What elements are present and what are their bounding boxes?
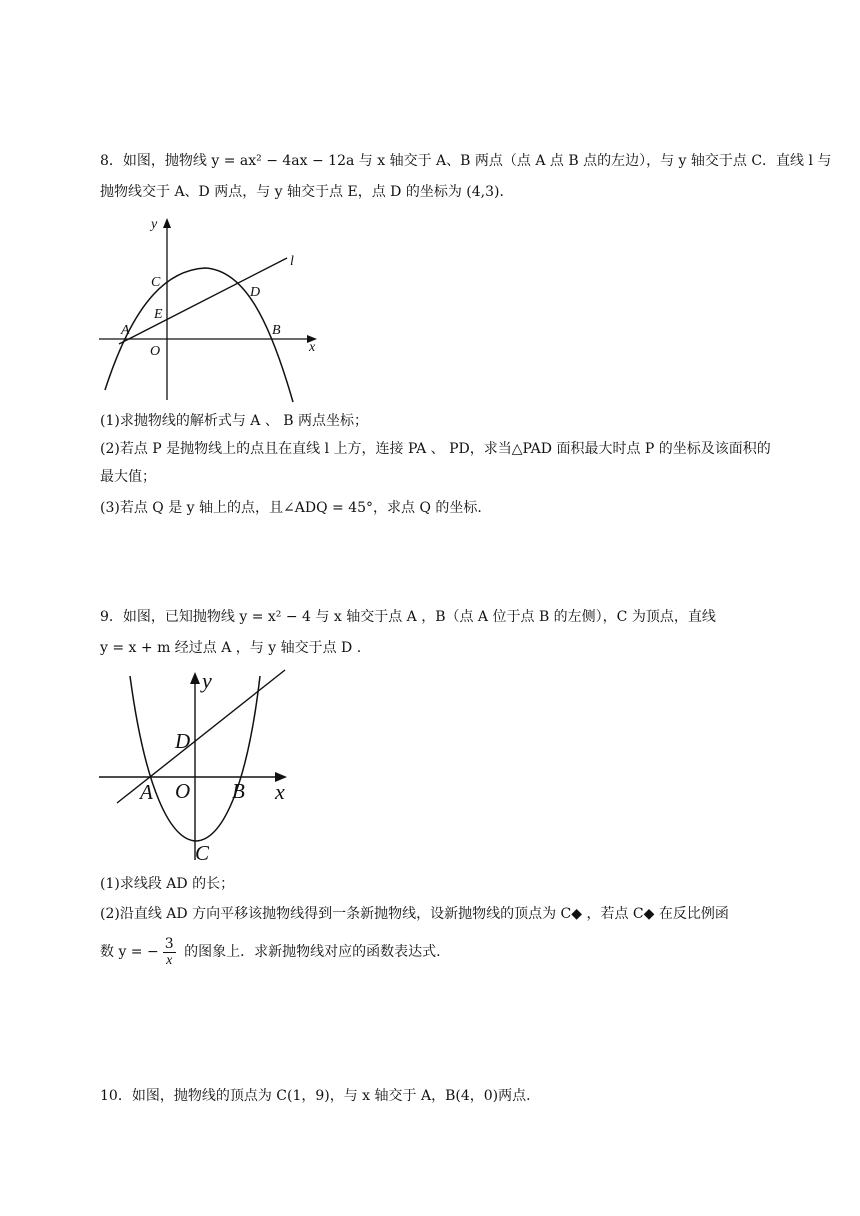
q9-fraction: [163, 936, 176, 969]
q9-part2-suffix: 的图象上．求新抛物线对应的函数表达式.: [179, 944, 441, 960]
q9-label-B: B: [232, 779, 245, 803]
q8-label-x: x: [309, 340, 316, 355]
q9-text-line1: 9．如图，已知抛物线 y = x² − 4 与 x 轴交于点 A ，B（点 A 位于点 B 的左侧），C 为顶点，直线: [100, 609, 716, 625]
q9-part2-line2: [100, 933, 441, 971]
q9-fraction-den: x: [166, 952, 173, 968]
q8-part2-line2: 最大值；: [100, 469, 156, 485]
q9-fraction-num: 3: [164, 935, 174, 952]
q8-line-l: [119, 258, 287, 344]
q8-text-line1: 8．如图，抛物线 y = ax² − 4ax − 12a 与 x 轴交于 A、B 两点（点 A 点 B 点的左边），与 y 轴交于点 C．直线 l 与: [100, 153, 832, 169]
q8-part3: (3)若点 Q 是 y 轴上的点，且∠ADQ = 45°，求点 Q 的坐标.: [100, 500, 482, 516]
q9-label-O: O: [175, 779, 191, 803]
q8-parabola: [105, 268, 293, 402]
q9-y-arrow: [190, 672, 200, 684]
q8-figure: [95, 212, 335, 407]
q8-part2-line1: (2)若点 P 是抛物线上的点且在直线 l 上方，连接 PA 、 PD，求当△PAD 面积最大时点 P 的坐标及该面积的: [100, 441, 771, 457]
q8-label-C: C: [151, 275, 161, 290]
q10-text-line1: 10．如图，抛物线的顶点为 C(1，9)，与 x 轴交于 A，B(4，0)两点．: [100, 1088, 541, 1104]
q9-text-line2: y = x + m 经过点 A ，与 y 轴交于点 D .: [100, 640, 362, 656]
q8-part1: (1)求抛物线的解析式与 A 、 B 两点坐标；: [100, 413, 369, 429]
q8-label-y: y: [151, 217, 158, 232]
q9-label-C: C: [195, 841, 210, 865]
q8-text-line2: 抛物线交于 A、D 两点，与 y 轴交于点 E，点 D 的坐标为 (4,3)．: [100, 184, 514, 200]
q8-label-l: l: [290, 254, 294, 269]
q9-label-D: D: [175, 729, 191, 753]
q8-y-arrow: [163, 218, 171, 228]
q9-label-x: x: [275, 779, 285, 804]
q8-label-A: A: [121, 323, 130, 338]
q9-part2-prefix: 数 y = −: [100, 944, 159, 960]
q9-part1: (1)求线段 AD 的长；: [100, 876, 235, 892]
q8-label-E: E: [154, 307, 163, 322]
q8-label-B: B: [272, 323, 281, 338]
q9-part2-line1: (2)沿直线 AD 方向平移该抛物线得到一条新抛物线，设新抛物线的顶点为 C◆ ，若点 C◆ 在反比例函: [100, 906, 729, 922]
q9-label-A: A: [140, 780, 153, 804]
q9-figure: [95, 668, 295, 868]
q9-label-y: y: [202, 668, 212, 693]
q8-label-O: O: [150, 344, 161, 359]
q8-label-D: D: [250, 285, 261, 300]
